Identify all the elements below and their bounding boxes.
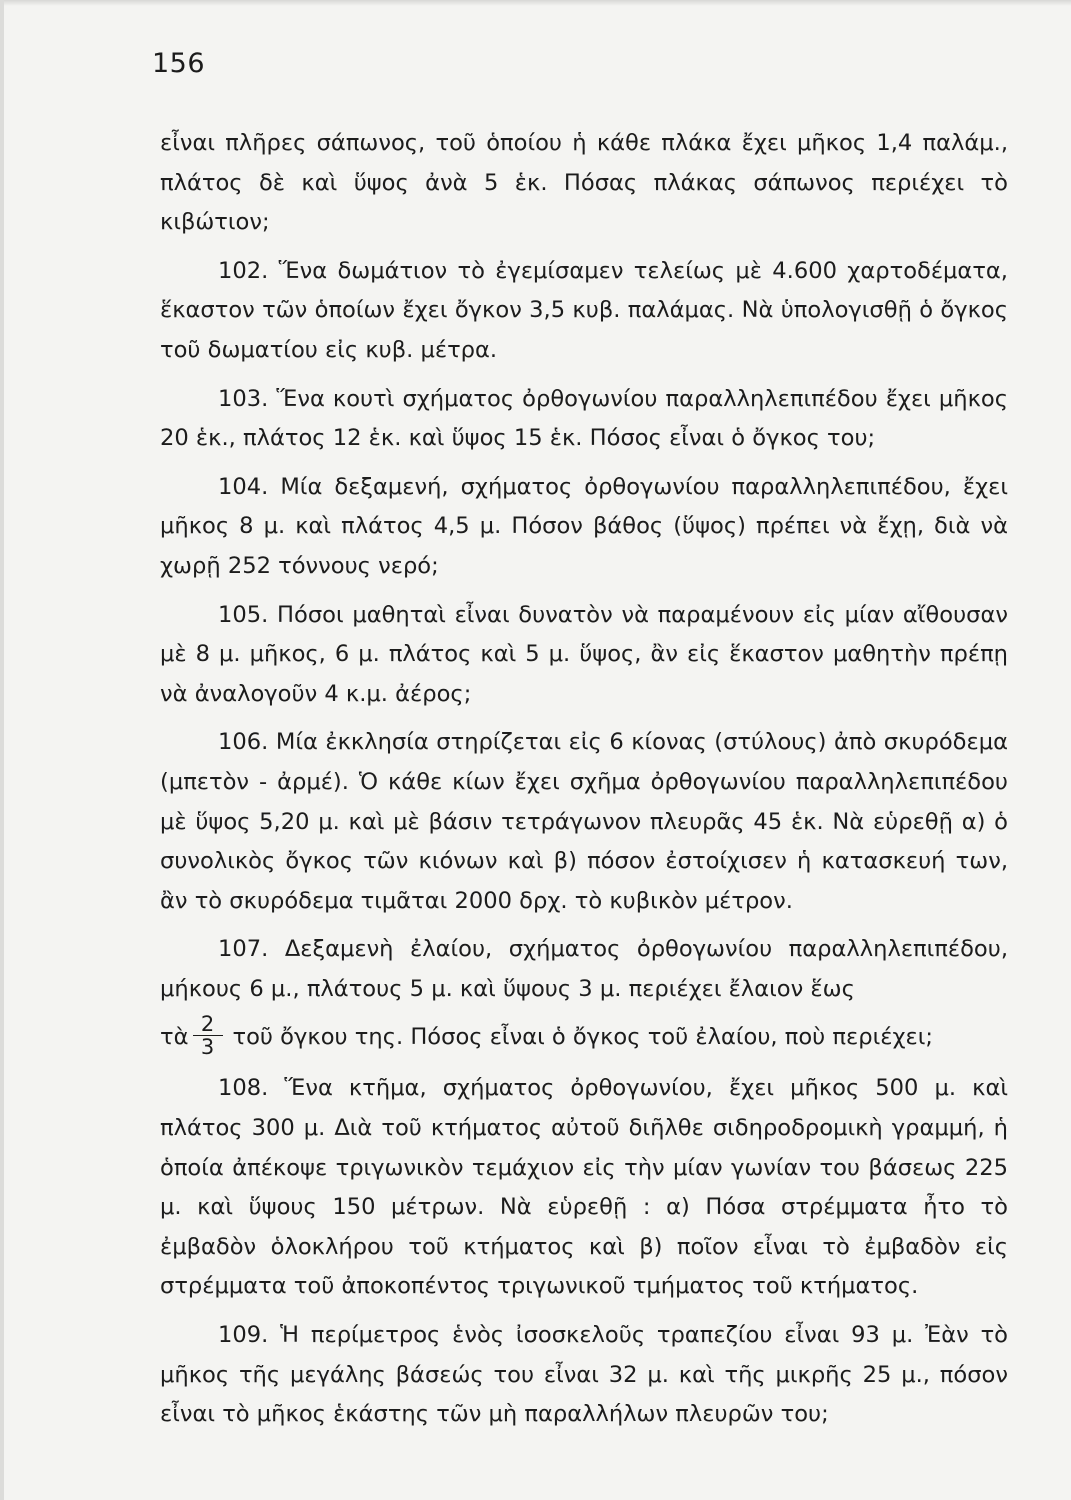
problem-107-ta: τὰ xyxy=(160,1024,189,1051)
problem-108: 108. Ἕνα κτῆμα, σχήματος ὀρθογωνίου, ἔχει μῆκος 500 μ. καὶ πλάτος 300 μ. Διὰ τοῦ κτήματος αὐτοῦ διῆλθε σιδηροδρομικὴ γραμμή, ἡ ὁποία ἀπέκοψε τριγωνικὸν τεμάχιον εἰς τὴν μίαν γωνίαν του βάσεως 225 μ. καὶ ὕψους 150 μέτρων. Νὰ εὑρεθῇ : α) Πόσα στρέμματα ἦτο τὸ ἐμβαδὸν ὁλοκλήρου τοῦ κτήματος καὶ β) ποῖον εἶναι τὸ ἐμβαδὸν εἰς στρέμματα τοῦ ἀποκοπέντος τριγωνικοῦ τμήματος τοῦ κτήματος. xyxy=(160,1075,1008,1300)
problem-102: 102. Ἕνα δωμάτιον τὸ ἐγεμίσαμεν τελείως μὲ 4.600 χαρτοδέματα, ἕκαστον τῶν ὁποίων ἔχει ὄγκον 3,5 κυβ. παλάμας. Νὰ ὑπολογισθῇ ὁ ὄγκος τοῦ δωματίου εἰς κυβ. μέτρα. xyxy=(160,257,1008,363)
fraction-denominator: 3 xyxy=(200,1035,215,1060)
problem-104: 104. Μία δεξαμενή, σχήματος ὀρθογωνίου παραλληλεπιπέδου, ἔχει μῆκος 8 μ. καὶ πλάτος 4,5 μ. Πόσον βάθος (ὕψος) πρέπει νὰ ἔχῃ, διὰ νὰ χωρῇ 252 τόννους νερό; xyxy=(160,473,1008,579)
problem-109: 109. Ἡ περίμετρος ἑνὸς ἰσοσκελοῦς τραπεζίου εἶναι 93 μ. Ἐὰν τὸ μῆκος τῆς μεγάλης βάσεώς του εἶναι 32 μ. καὶ τῆς μικρῆς 25 μ., πόσον εἶναι τὸ μῆκος ἑκάστης τῶν μὴ παραλλήλων πλευρῶν του; xyxy=(160,1322,1008,1428)
problem-107-text-a: 107. Δεξαμενὴ ἐλαίου, σχήματος ὀρθογωνίου παραλληλεπιπέδου, μήκους 6 μ., πλάτους 5 μ. καὶ ὕψους 3 μ. περιέχει ἔλαιον ἕως xyxy=(160,936,1008,1002)
fraction-two-thirds xyxy=(193,1013,223,1058)
problem-107-fraction-line xyxy=(160,1012,1008,1060)
problem-105: 105. Πόσοι μαθηταὶ εἶναι δυνατὸν νὰ παραμένουν εἰς μίαν αἴθουσαν μὲ 8 μ. μῆκος, 6 μ. πλάτος καὶ 5 μ. ὕψος, ἂν εἰς ἕκαστον μαθητὴν πρέπῃ νὰ ἀναλογοῦν 4 κ.μ. ἀέρος; xyxy=(160,601,1008,707)
problem-103: 103. Ἕνα κουτὶ σχήματος ὀρθογωνίου παραλληλεπιπέδου ἔχει μῆκος 20 ἑκ., πλάτος 12 ἑκ. καὶ ὕψος 15 ἑκ. Πόσος εἶναι ὁ ὄγκος του; xyxy=(160,385,1008,452)
fraction-numerator: 2 xyxy=(200,1012,215,1037)
problem-107-text-b: τοῦ ὄγκου της. Πόσος εἶναι ὁ ὄγκος τοῦ ἐλαίου, ποὺ περιέχει; xyxy=(232,1024,933,1051)
paragraph-continuation: εἶναι πλῆρες σάπωνος, τοῦ ὁποίου ἡ κάθε πλάκα ἔχει μῆκος 1,4 παλάμ., πλάτος δὲ καὶ ὕψος ἀνὰ 5 ἑκ. Πόσας πλάκας σάπωνος περιέχει τὸ κιβώτιον; xyxy=(160,130,1008,236)
page-number: 156 xyxy=(152,48,206,79)
problems-text xyxy=(160,124,1008,1444)
problem-107 xyxy=(160,930,1008,1060)
page-left-edge xyxy=(0,0,4,1500)
problem-106: 106. Μία ἐκκλησία στηρίζεται εἰς 6 κίονας (στύλους) ἀπὸ σκυρόδεμα (μπετὸν - ἀρμέ). Ὁ κάθε κίων ἔχει σχῆμα ὀρθογωνίου παραλληλεπιπέδου μὲ ὕψος 5,20 μ. καὶ μὲ βάσιν τετράγωνον πλευρᾶς 45 ἑκ. Νὰ εὑρεθῇ α) ὁ συνολικὸς ὄγκος τῶν κιόνων καὶ β) πόσον ἐστοίχισεν ἡ κατασκευή των, ἂν τὸ σκυρόδεμα τιμᾶται 2000 δρχ. τὸ κυβικὸν μέτρον. xyxy=(160,729,1008,914)
page-top-edge xyxy=(0,0,1071,6)
